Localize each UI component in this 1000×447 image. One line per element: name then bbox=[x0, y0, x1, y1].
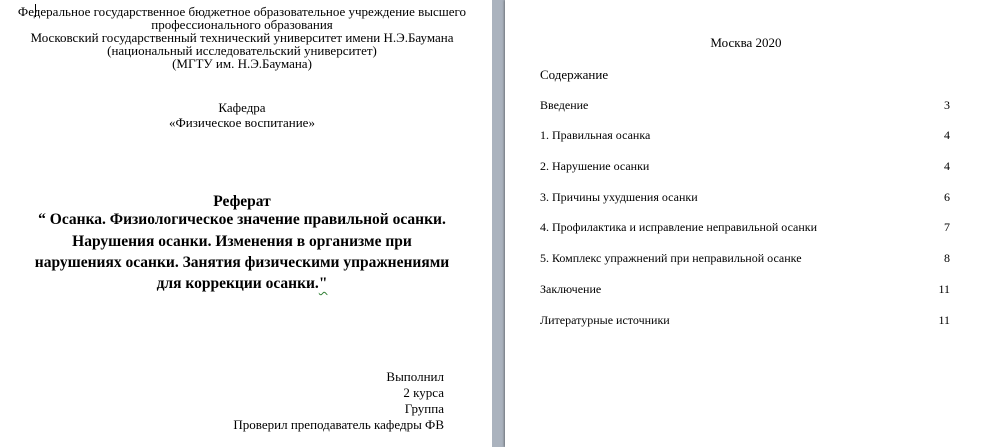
toc-entry-title: 4. Профилактика и исправление неправильной осанки bbox=[540, 220, 818, 234]
toc-entry[interactable] bbox=[540, 98, 950, 112]
title-line-4 bbox=[157, 275, 328, 293]
signature-line-4: Проверил преподаватель кафедры ФВ bbox=[233, 417, 444, 432]
toc-entry-title: 2. Нарушение осанки bbox=[540, 159, 650, 173]
toc-entry[interactable] bbox=[540, 159, 950, 173]
title-line-4-text: для коррекции осанки. bbox=[156, 275, 319, 292]
toc-entry[interactable] bbox=[540, 128, 950, 142]
title-line-1: “ Осанка. Физиологическое значение правильной осанки. bbox=[38, 211, 446, 228]
page-gap bbox=[492, 0, 505, 447]
toc-entry-page: 11 bbox=[938, 282, 950, 296]
toc-entry-title: Заключение bbox=[540, 282, 602, 296]
toc-entry-title: 1. Правильная осанка bbox=[540, 128, 651, 142]
university-line-4: (национальный исследовательский университет) bbox=[107, 43, 377, 58]
toc-entry[interactable] bbox=[540, 220, 950, 234]
toc-entry-page: 3 bbox=[944, 98, 950, 112]
university-line-1: Федеральное государственное бюджетное образовательное учреждение высшего bbox=[17, 4, 467, 19]
department-name: «Физическое воспитание» bbox=[169, 115, 315, 130]
doc-type: Реферат bbox=[213, 193, 271, 210]
toc-entry-page: 4 bbox=[944, 128, 950, 142]
title-end-mark: " bbox=[318, 275, 328, 292]
university-line-2: профессионального образования bbox=[151, 17, 333, 32]
toc-heading: Содержание bbox=[540, 67, 609, 82]
signature-line-1: Выполнил bbox=[386, 369, 444, 384]
university-line-5: (МГТУ им. Н.Э.Баумана) bbox=[172, 56, 312, 71]
toc-entry[interactable] bbox=[540, 282, 950, 296]
title-line-2: Нарушения осанки. Изменения в организме при bbox=[72, 233, 412, 250]
toc-entry-page: 11 bbox=[938, 313, 950, 327]
toc-entry[interactable] bbox=[540, 251, 950, 265]
toc-entry-page: 8 bbox=[944, 251, 950, 265]
page-1[interactable] bbox=[0, 0, 492, 447]
university-line-3: Московский государственный технический университет имени Н.Э.Баумана bbox=[30, 30, 454, 45]
signature-line-2: 2 курса bbox=[403, 385, 444, 400]
toc-entry-page: 6 bbox=[944, 190, 950, 204]
signature-line-3: Группа bbox=[404, 401, 444, 416]
toc-entry[interactable] bbox=[540, 313, 950, 327]
toc-entry-title: Литературные источники bbox=[540, 313, 670, 327]
toc-entry-page: 7 bbox=[944, 220, 950, 234]
toc-entry-title: Введение bbox=[540, 98, 589, 112]
city-year: Москва 2020 bbox=[710, 35, 782, 50]
title-line-3: нарушениях осанки. Занятия физическими упражнениями bbox=[34, 254, 450, 271]
toc-entry[interactable] bbox=[540, 190, 950, 204]
toc-entry-title: 3. Причины ухудшения осанки bbox=[540, 190, 698, 204]
department-label: Кафедра bbox=[218, 100, 266, 115]
toc-entry-title: 5. Комплекс упражнений при неправильной осанке bbox=[540, 251, 802, 265]
toc-entry-page: 4 bbox=[944, 159, 950, 173]
